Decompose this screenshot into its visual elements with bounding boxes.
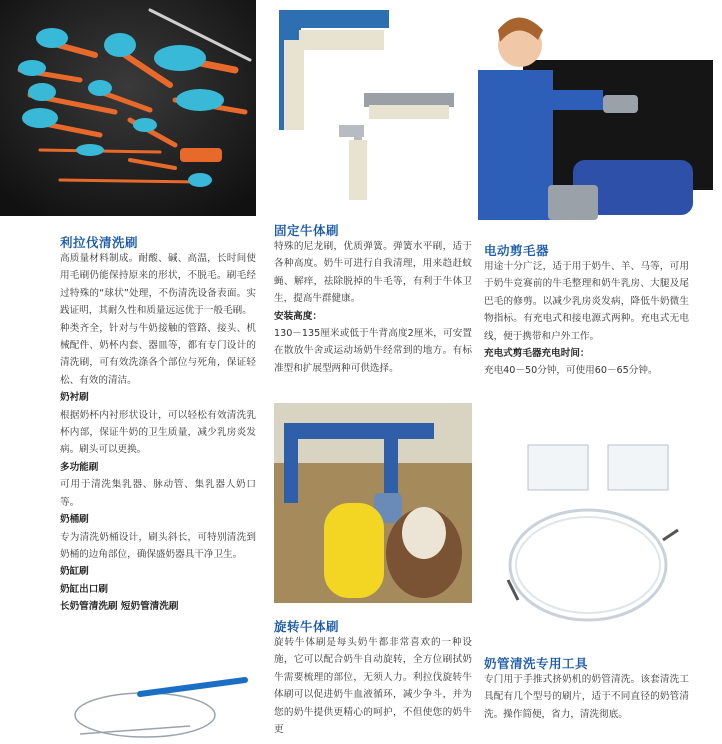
rotating-brush-description [274,634,472,738]
column-brushes [0,0,256,744]
column-clipper-tools [478,0,722,744]
paragraph: 高质量材料制成。耐酸、碱、高温，长时间使用毛刷仍能保持原来的形状，不脱毛。刷毛经过特殊的“球状”处理，不伤清洗设备表面。实践证明，其耐久性和质量远远优于一般毛刷。 [60,253,256,317]
paragraph: 专门用于手推式挤奶机的奶管清洗。该套清洗工具配有几个型号的刷片，适于不同直径的奶管清洗。操作简便，省力，清洗彻底。 [484,674,689,720]
tube-brush-photo [60,670,256,744]
paragraph: 特殊的尼龙刷，优质弹簧。弹簧水平刷，适于各种高度。奶牛可进行自我清理，用来趋赶蚊蝇、解痒，祛除脱掉的牛毛等，有利于牛体卫生，提高牛群健康。 [274,241,472,305]
section-title-rotating-brush: 旋转牛体刷 [274,619,340,634]
fixed-cow-brush-photo [269,0,474,205]
clipper-illustration [478,0,722,236]
rotating-brush-illustration [274,403,472,603]
paragraph: 根据奶杯内衬形状设计，可以轻松有效清洗乳杯内部，保证牛奶的卫生质量，减少乳房炎发病。刷头可以更换。 [60,409,256,456]
clipper-description [484,258,689,380]
paragraph: 130－135厘米或低于牛背高度2厘米，可安置在散放牛舍或运动场奶牛经常到的地方。有标准型和扩展型两种可供选择。 [274,328,472,374]
subheading: 奶缸刷 [60,566,89,578]
paragraph: 种类齐全，针对与牛奶接触的管路、接头、机械配件、奶杯内套、器皿等，都有专门设计的清洗刷，可有效洗涤各个部位与死角，保证轻松、有效的清洁。 [60,322,256,386]
tube-tool-description [484,671,689,723]
tube-cleaning-tool-photo [498,440,698,640]
tube-tool-illustration [498,440,698,640]
electric-clipper-photo [478,0,722,236]
subheading: 多功能刷 [60,461,99,473]
subheading: 奶桶刷 [60,514,89,526]
cleaning-brushes-photo [0,0,256,216]
subheading: 奶衬刷 [60,392,89,404]
section-title-brushes: 利拉伐清洗刷 [60,235,139,250]
subheading: 长奶管清洗刷 短奶管清洗刷 [60,601,179,613]
paragraph: 可用于清洗集乳器、脉动管、集乳器人奶口等。 [60,479,256,508]
subheading: 充电式剪毛器充电时间： [484,348,590,360]
brushes-description [60,250,256,616]
fixed-brush-illustration [269,0,474,205]
paragraph: 专为清洗奶桶设计，刷头斜长，可特别清洗到奶桶的边角部位，确保盛奶器具干净卫生。 [60,531,256,560]
tube-brush-illustration [60,670,256,744]
brushes-illustration [0,0,256,216]
fixed-brush-description [274,238,472,377]
section-title-tube-tool: 奶管清洗专用工具 [484,656,589,671]
paragraph: 用途十分广泛，适于用于奶牛、羊、马等，可用于奶牛竞赛前的牛毛整理和奶牛乳房、大腿及尾巴毛的修剪。以减少乳房炎发病，降低牛奶微生物指标。有充电式和接电源式两种。充电式无电线，便于携带和户外工作。 [484,261,689,342]
paragraph: 旋转牛体刷是每头奶牛都非常喜欢的一种设施，它可以配合奶牛自动旋转，全方位刷拭奶牛需要梳理的部位，无须人力。利拉伐旋转牛体刷可以促进奶牛血液循环，减少争斗，并为您的奶牛提供更精心的呵护，不但使您的奶牛更 [274,637,472,736]
subheading: 奶缸出口刷 [60,583,108,595]
paragraph: 充电40－50分钟，可使用60－65分钟。 [484,365,658,377]
section-title-fixed-brush: 固定牛体刷 [274,223,340,238]
column-cow-brushes [269,0,474,744]
rotating-cow-brush-photo [274,403,472,603]
section-title-clipper: 电动剪毛器 [484,243,550,258]
subheading: 安装高度： [274,310,322,322]
